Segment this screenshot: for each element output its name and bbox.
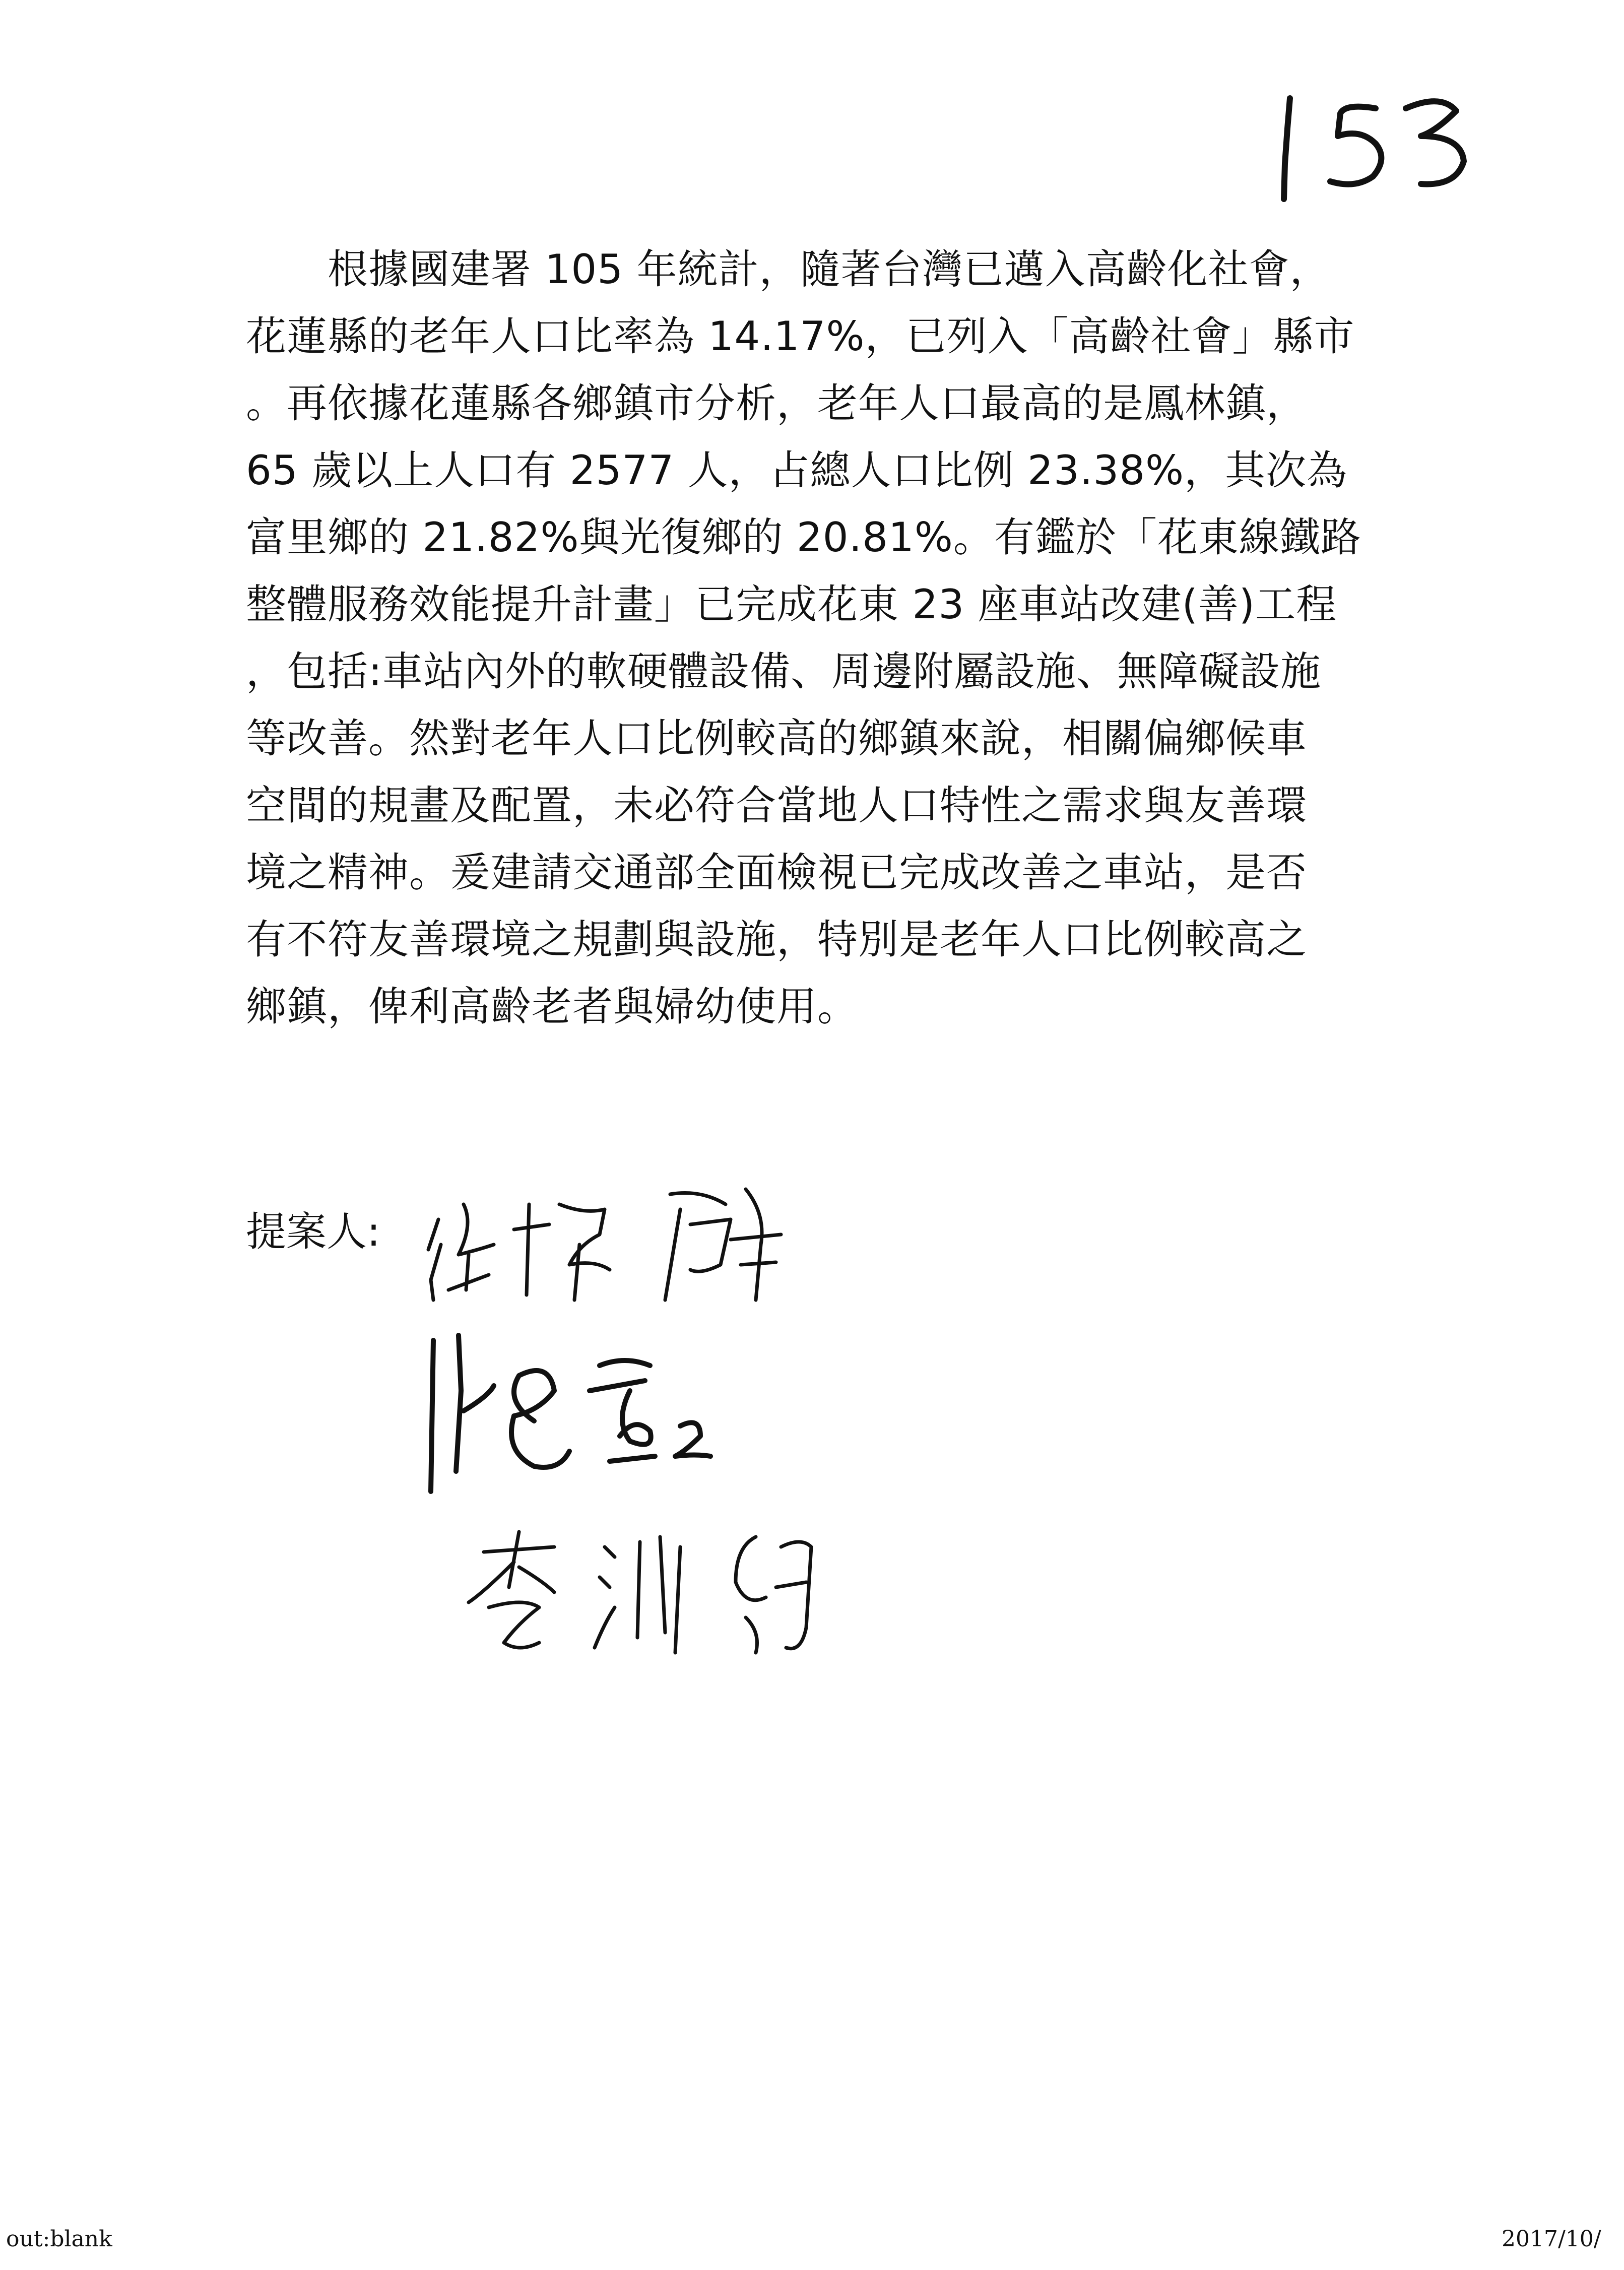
body-line: ，包括:車站內外的軟硬體設備、周邊附屬設施、無障礙設施 [246, 648, 1321, 695]
proposer-label: 提案人: [246, 1208, 380, 1255]
body-line: 整體服務效能提升計畫」已完成花東 23 座車站改建(善)工程 [246, 581, 1337, 628]
page-number-handwriting [1270, 88, 1481, 209]
body-line: 富里鄉的 21.82%與光復鄉的 20.81%。有鑑於「花東線鐵路 [246, 514, 1361, 561]
body-line: 65 歲以上人口有 2577 人，占總人口比例 23.38%，其次為 [246, 447, 1348, 494]
signature-handwriting [418, 1320, 801, 1502]
body-line: 花蓮縣的老年人口比率為 14.17%，已列入「高齡社會」縣市 [246, 313, 1355, 360]
proposal-body [246, 236, 1405, 1040]
footer-left-label: out:blank [6, 2226, 112, 2252]
signature-3 [453, 1517, 867, 1663]
body-line: 空間的規畫及配置，未必符合當地人口特性之需求與友善環 [246, 782, 1307, 829]
body-line: 鄉鎮，俾利高齡老者與婦幼使用。 [246, 983, 858, 1030]
signature-1 [418, 1174, 831, 1310]
signature-2 [418, 1320, 801, 1502]
handwritten-page-number [1270, 88, 1481, 209]
footer-right-date: 2017/10/ [1502, 2226, 1601, 2252]
body-line: 境之精神。爰建請交通部全面檢視已完成改善之車站，是否 [246, 849, 1307, 896]
body-line: 。再依據花蓮縣各鄉鎮市分析，老年人口最高的是鳳林鎮， [246, 380, 1307, 427]
body-line: 根據國建署 105 年統計，隨著台灣已邁入高齡化社會， [246, 246, 1331, 293]
signature-handwriting [418, 1174, 831, 1310]
body-line: 有不符友善環境之規劃與設施，特別是老年人口比例較高之 [246, 916, 1307, 963]
signature-handwriting [453, 1517, 867, 1663]
body-line: 等改善。然對老年人口比例較高的鄉鎮來說，相關偏鄉候車 [246, 715, 1307, 762]
